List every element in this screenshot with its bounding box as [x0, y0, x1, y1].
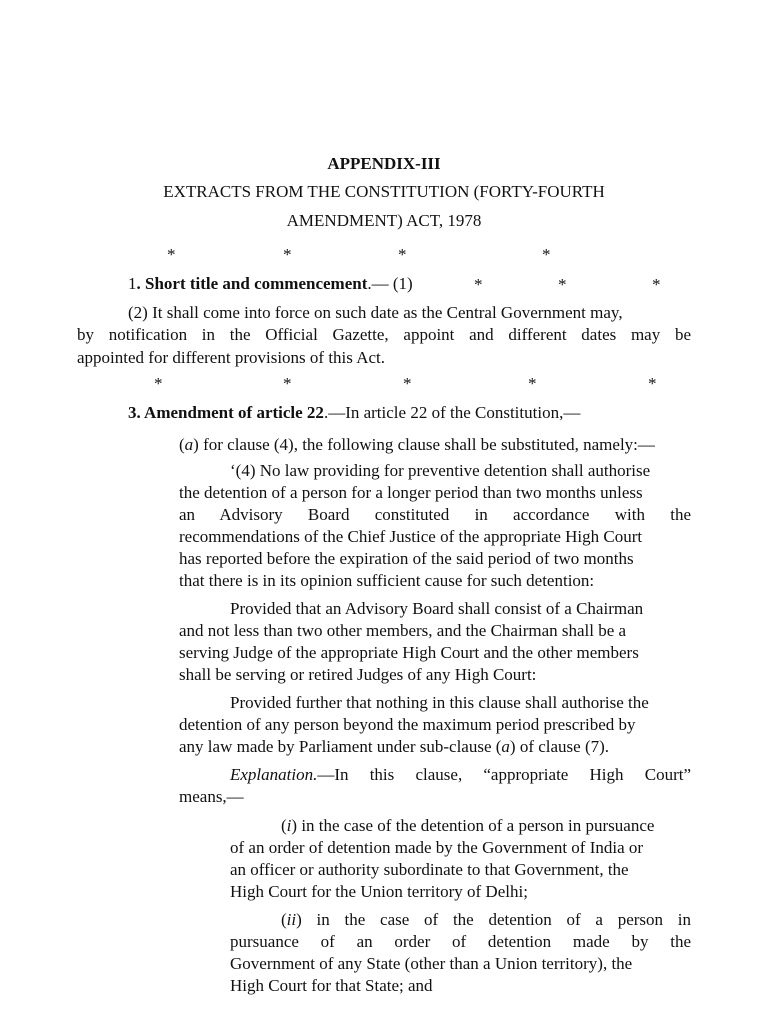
omission-stars-2 — [0, 373, 768, 395]
section-1-para-2-line-1: (2) It shall come into force on such date as the Central Government may, — [128, 303, 623, 322]
clause-4-line-4: recommendations of the Chief Justice of the appropriate High Court — [179, 527, 643, 546]
item-i-line-4: High Court for the Union territory of Delhi; — [230, 882, 528, 901]
star: * — [652, 275, 661, 294]
item-ii-line-2: pursuance of an order of detention made by the — [230, 932, 691, 951]
clause-a-open: ( — [179, 435, 185, 454]
section-3-heading — [128, 402, 580, 424]
clause-4-line-1: ‘(4) No law providing for preventive detention shall authorise — [230, 461, 651, 480]
star: * — [474, 275, 483, 294]
clause-4-line-5: has reported before the expiration of the said period of two months — [179, 549, 634, 568]
item-ii-line-4: High Court for that State; and — [230, 976, 433, 995]
star: * — [167, 245, 176, 264]
clause-a-letter: a — [184, 435, 194, 454]
star: * — [283, 245, 292, 264]
clause-a — [179, 434, 655, 456]
item-i-line-1 — [281, 815, 654, 837]
item-ii-line-1 — [281, 909, 691, 931]
clause-4-line-2: the detention of a person for a longer period than two months unless — [179, 483, 643, 502]
clause-4-line-3: an Advisory Board constituted in accordance with the — [179, 505, 691, 524]
item-ii-text: ) in the case of the detention of a person in — [296, 910, 691, 929]
proviso-1-line-4: shall be serving or retired Judges of any High Court: — [179, 665, 537, 684]
section-1-clause-1: .— (1) — [367, 274, 413, 293]
proviso-2-line-1: Provided further that nothing in this clause shall authorise the — [230, 693, 649, 712]
explanation-text: —In this clause, “appropriate High Court” — [317, 765, 691, 784]
section-3-title: 3. Amendment of article 22 — [128, 403, 324, 422]
item-ii-numeral: ii — [286, 910, 297, 929]
star: * — [648, 374, 657, 393]
proviso-2-letter: a — [501, 737, 510, 756]
explanation-line-2: means,— — [179, 787, 244, 806]
proviso-2-line-2: detention of any person beyond the maximum period prescribed by — [179, 715, 636, 734]
section-3-intro: .—In article 22 of the Constitution,— — [323, 403, 581, 422]
item-i-line-2: of an order of detention made by the Government of India or — [230, 838, 644, 857]
act-title-line-1: EXTRACTS FROM THE CONSTITUTION (FORTY-FOURTH — [163, 182, 605, 201]
section-1-heading — [128, 273, 413, 295]
proviso-2-text-c: ) of clause (7). — [509, 737, 610, 756]
section-1-para-2-line-3: appointed for different provisions of this Act. — [77, 348, 385, 367]
star: * — [528, 374, 537, 393]
omission-stars-1 — [0, 244, 768, 266]
proviso-1-line-3: serving Judge of the appropriate High Court and the other members — [179, 643, 639, 662]
star: * — [558, 275, 567, 294]
item-ii-open: ( — [281, 910, 287, 929]
item-i-line-3: an officer or authority subordinate to that Government, the — [230, 860, 629, 879]
star: * — [283, 374, 292, 393]
star: * — [154, 374, 163, 393]
proviso-2-line-3 — [179, 736, 609, 758]
section-1-para-2-line-2: by notification in the Official Gazette, appoint and different dates may be — [77, 325, 691, 344]
item-i-numeral: i — [286, 816, 292, 835]
explanation-line-1 — [230, 764, 691, 786]
star: * — [398, 245, 407, 264]
act-title-line-2: AMENDMENT) ACT, 1978 — [286, 211, 482, 230]
clause-4-line-6: that there is in its opinion sufficient cause for such detention: — [179, 571, 595, 590]
item-i-text: ) in the case of the detention of a person in pursuance — [291, 816, 655, 835]
star: * — [403, 374, 412, 393]
proviso-2-text-a: any law made by Parliament under sub-clause ( — [179, 737, 502, 756]
star: * — [542, 245, 551, 264]
proviso-1-line-2: and not less than two other members, and the Chairman shall be a — [179, 621, 627, 640]
clause-a-text: ) for clause (4), the following clause shall be substituted, namely:— — [193, 435, 655, 454]
item-ii-line-3: Government of any State (other than a Union territory), the — [230, 954, 633, 973]
appendix-title: APPENDIX-III — [327, 154, 441, 173]
section-1-title: . Short title and commencement — [136, 274, 368, 293]
proviso-1-line-1: Provided that an Advisory Board shall consist of a Chairman — [230, 599, 644, 618]
explanation-label: Explanation. — [230, 765, 318, 784]
section-1-number: 1 — [128, 274, 137, 293]
item-i-open: ( — [281, 816, 287, 835]
